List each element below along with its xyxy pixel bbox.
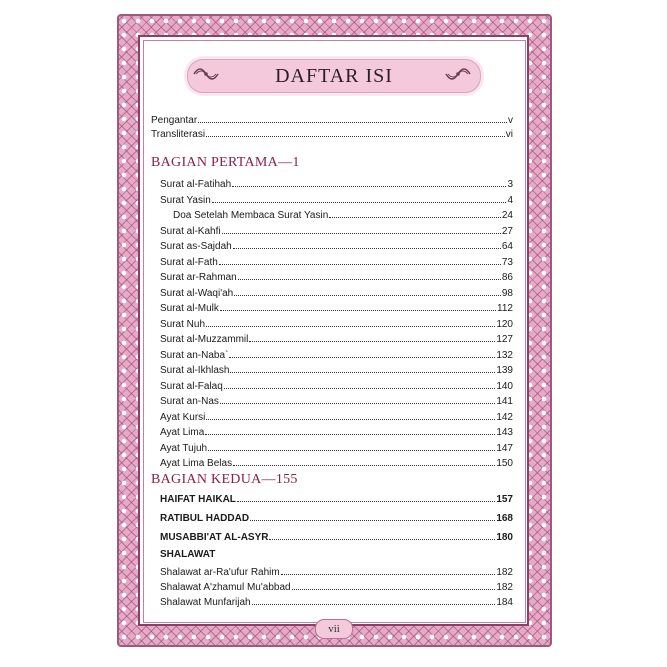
toc-entry[interactable]: [160, 226, 513, 240]
toc-entry-page: 184: [496, 597, 513, 608]
toc-entry-label: Surat al-Muzzammil: [160, 334, 249, 345]
dot-leader: [222, 232, 501, 234]
toc-entry-label: Surat al-Kahfi: [160, 225, 221, 237]
toc-entry-page: 143: [496, 427, 513, 438]
toc-entry-label: Surat al-Fatihah: [160, 179, 232, 190]
dot-leader: [206, 135, 505, 137]
toc-entry-label: Ayat Lima: [160, 427, 205, 438]
toc-entry[interactable]: [160, 241, 513, 255]
toc-entry[interactable]: [160, 350, 513, 364]
toc-entry-label: Surat Nuh: [160, 318, 206, 330]
dot-leader: [233, 247, 501, 249]
toc-entry[interactable]: [160, 365, 513, 379]
toc-entry[interactable]: [160, 195, 513, 209]
toc-entry-page: 141: [496, 396, 513, 407]
toc-entry-page: 139: [496, 365, 513, 376]
toc-entry[interactable]: [151, 115, 513, 129]
toc-entry-label: Transliterasi: [151, 129, 206, 140]
toc-entry-label: Surat al-Falaq: [160, 380, 223, 392]
toc-entry-label: Surat an-Naba`: [160, 349, 229, 361]
dot-leader: [198, 121, 507, 123]
toc-entry-label: Shalawat ar-Ra'ufur Rahim: [160, 567, 280, 578]
toc-entry[interactable]: [160, 381, 513, 395]
toc-entry-page: v: [508, 115, 513, 126]
toc-entry[interactable]: [160, 458, 513, 472]
dot-leader: [220, 402, 495, 404]
toc-entry-label: Doa Setelah Membaca Surat Yasin: [173, 210, 329, 221]
toc-entry-label: Ayat Tujuh: [160, 442, 208, 454]
dot-leader: [250, 519, 495, 521]
toc-entry[interactable]: [160, 532, 513, 546]
toc-entry-page: 3: [507, 179, 513, 190]
toc-entry-label: Ayat Lima Belas: [160, 458, 233, 469]
toc-entry-label: Surat al-Ikhlash: [160, 365, 230, 376]
toc-entry-page: 142: [496, 411, 513, 423]
dot-leader: [208, 449, 495, 451]
toc-entry[interactable]: [160, 412, 513, 426]
dot-leader: [232, 185, 506, 187]
toc-entry[interactable]: [160, 582, 513, 596]
toc-entry-page: 120: [496, 318, 513, 330]
section-heading-part2: BAGIAN KEDUA—155: [151, 472, 298, 487]
toc-entry-label: Surat al-Mulk: [160, 303, 219, 314]
toc-entry-label: Surat Yasin: [160, 194, 211, 206]
section-heading-part1: BAGIAN PERTAMA—1: [151, 155, 300, 170]
toc-entry-page: 132: [496, 349, 513, 361]
toc-entry[interactable]: [160, 272, 513, 286]
dot-leader: [212, 201, 507, 203]
toc-entry[interactable]: [173, 210, 513, 224]
toc-entry-label: Surat ar-Rahman: [160, 272, 237, 283]
toc-entry[interactable]: [160, 288, 513, 302]
toc-entry-label: Surat al-Fath: [160, 256, 218, 268]
toc-entry[interactable]: [160, 179, 513, 193]
toc-entry-label: RATIBUL HADDAD: [160, 513, 250, 524]
toc-entry[interactable]: [160, 303, 513, 317]
page-title: DAFTAR ISI: [275, 65, 393, 87]
toc-entry-page: 4: [507, 194, 513, 206]
toc-entry[interactable]: [160, 597, 513, 611]
dot-leader: [329, 216, 501, 218]
dot-leader: [224, 387, 496, 389]
dot-leader: [230, 371, 495, 373]
toc-entry-label: Pengantar: [151, 115, 198, 126]
toc-entry-page: 157: [496, 494, 513, 505]
subheading-shalawat: SHALAWAT: [160, 549, 216, 560]
toc-entry-label: MUSABBI'AT AL-ASYR: [160, 532, 269, 543]
toc-entry-label: Surat al-Waqi'ah: [160, 287, 234, 299]
toc-entry[interactable]: [160, 257, 513, 271]
toc-entry[interactable]: [160, 396, 513, 410]
toc-entry-page: 24: [501, 210, 513, 221]
toc-entry-label: Surat as-Sajdah: [160, 241, 232, 252]
toc-entry-page: vi: [505, 129, 513, 140]
toc-entry[interactable]: [160, 319, 513, 333]
toc-entry-page: 86: [501, 272, 513, 283]
toc-entry-page: 147: [496, 442, 513, 454]
dot-leader: [249, 340, 495, 342]
dot-leader: [205, 433, 495, 435]
dot-leader: [269, 538, 495, 540]
dot-leader: [206, 418, 495, 420]
toc-entry-page: 64: [501, 241, 513, 252]
dot-leader: [233, 464, 495, 466]
toc-entry[interactable]: [160, 567, 513, 581]
toc-entry-page: 182: [496, 582, 513, 593]
dot-leader: [229, 356, 495, 358]
toc-entry-page: 98: [501, 287, 513, 299]
toc-entry-page: 150: [496, 458, 513, 469]
toc-entry[interactable]: [160, 513, 513, 527]
dot-leader: [237, 500, 495, 502]
dot-leader: [281, 573, 496, 575]
toc-entry-label: Shalawat A'zhamul Mu'abbad: [160, 582, 291, 593]
toc-entry-page: 112: [497, 303, 513, 314]
dot-leader: [252, 603, 496, 605]
toc-entry-label: Surat an-Nas: [160, 396, 219, 407]
dot-leader: [206, 325, 495, 327]
dot-leader: [238, 278, 501, 280]
page-number-badge: vii: [315, 619, 353, 639]
toc-entry-page: 127: [496, 334, 513, 345]
dot-leader: [292, 588, 496, 590]
toc-entry-page: 168: [496, 513, 513, 524]
toc-entry[interactable]: [151, 129, 513, 143]
dot-leader: [219, 263, 501, 265]
toc-entry-label: Ayat Kursi: [160, 411, 206, 423]
toc-entry[interactable]: [160, 427, 513, 441]
toc-entry[interactable]: [160, 334, 513, 348]
toc-entry[interactable]: [160, 443, 513, 457]
toc-entry-page: 180: [496, 532, 513, 543]
toc-entry-page: 140: [496, 380, 513, 392]
toc-entry-page: 73: [501, 256, 513, 268]
dot-leader: [220, 309, 496, 311]
toc-entry-page: 182: [496, 567, 513, 578]
toc-entry-page: 27: [501, 225, 513, 237]
dot-leader: [234, 294, 501, 296]
toc-entry[interactable]: [160, 494, 513, 508]
toc-entry-label: HAIFAT HAIKAL: [160, 494, 236, 505]
toc-entry-label: Shalawat Munfarijah: [160, 597, 251, 608]
